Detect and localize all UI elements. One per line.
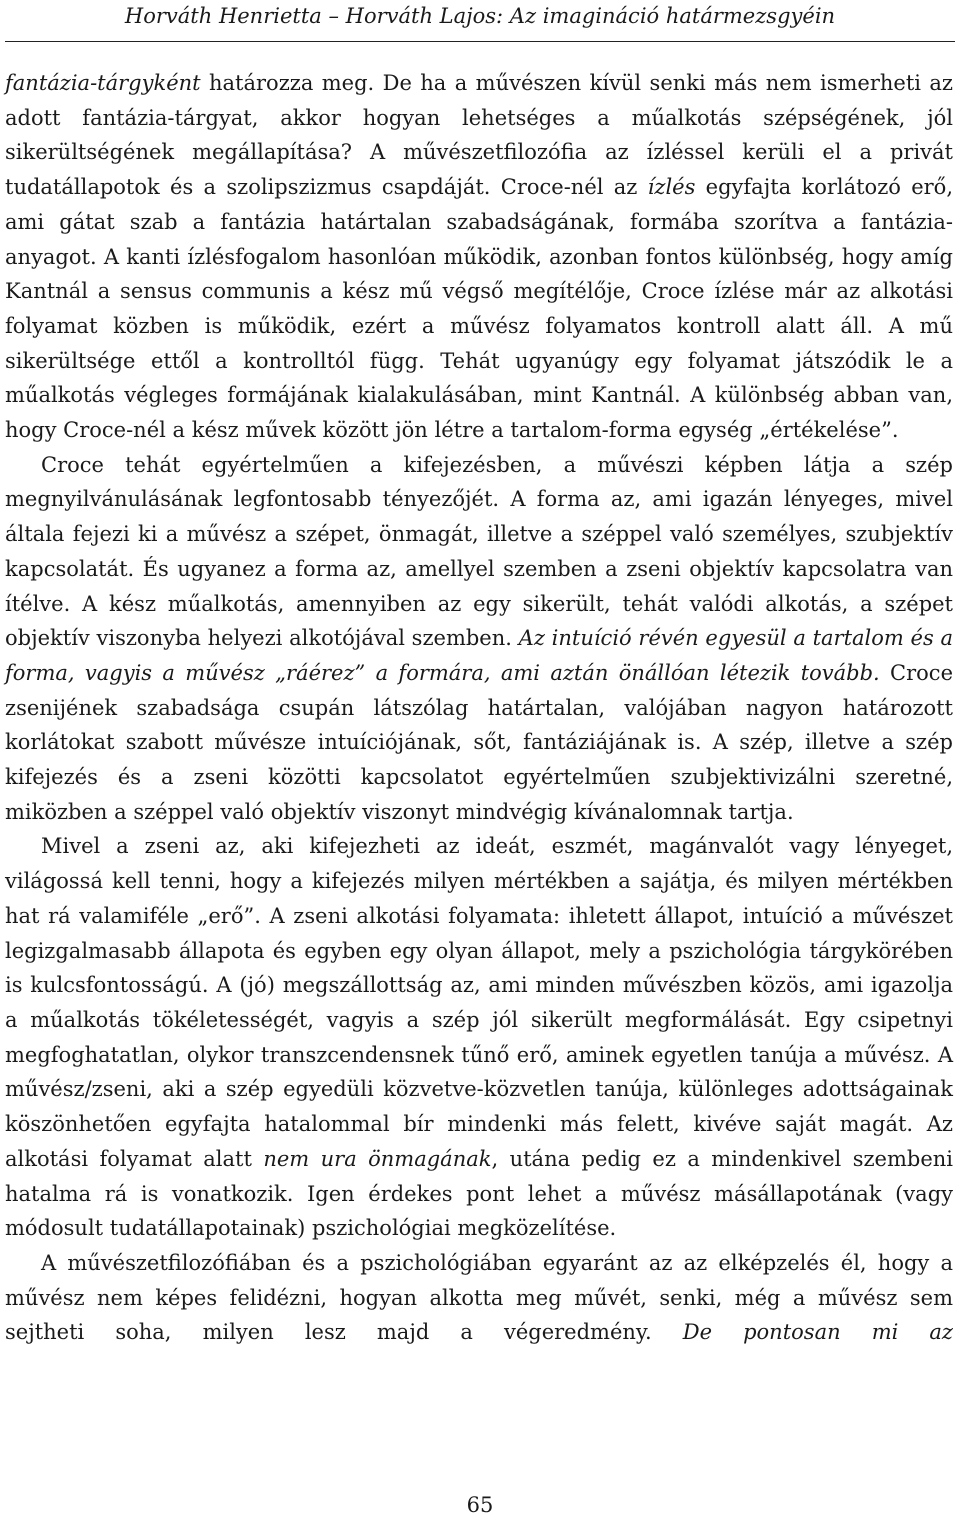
- text-run: egyfajta korlátozó erő, ami gátat szab a fantázia határtalan szabadságának, formába szorítva a fantázia-anyagot. A kanti ízlésfogalom hasonlóan működik, azonban fontos különbség, hogy amíg Kantnál a sensus communis a kész mű végső megítélője, Croce ízlése már az alkotási folyamat közben is működik, ezért a művész folyamatos kontroll alatt áll. A mű sikerültsége ettől a kontrolltól függ. Tehát ugyanúgy egy folyamat játszódik le a műalkotás végleges formájának kialakulásában, mint Kantnál. A különbség abban van, hogy Croce-nél a kész művek között jön létre a tartalom-forma egység „értékelése”.: [5, 175, 953, 443]
- paragraph: [5, 66, 953, 448]
- body-text: [5, 66, 953, 1350]
- text-run: határozza meg. De ha a művészen kívül senki más nem ismerheti az adott fantázia-tárgyat, akkor hogyan lehetséges a műalkotás szépségének, jól sikerültségének megállapítása? A művészetfilozófia az ízléssel kerüli el a privát tudatállapotok és a szolipszizmus csapdáját. Croce-nél az: [5, 71, 953, 200]
- header-rule: [5, 41, 955, 42]
- paragraph: [5, 448, 953, 830]
- text-run: Croce zsenijének szabadsága csupán látszólag határtalan, valójában nagyon határozott korlátokat szabott művésze intuíciójának, sőt, fantáziájának is. A szép, illetve a szép kifejezés és a zseni közötti kapcsolatot egyértelműen szubjektivizálni szeretné, miközben a széppel való objektív viszonyt mindvégig kívánalomnak tartja.: [5, 660, 953, 824]
- text-run: Mivel a zseni az, aki kifejezheti az ideát, eszmét, magánvalót vagy lényeget, világossá kell tenni, hogy a kifejezés milyen mértékben a sajátja, és milyen mértékben hat rá valamiféle „erő”. A zseni alkotási folyamata: ihletett állapot, intuíció a művészet legizgalmasabb állapota és egyben egy olyan állapot, mely a pszichológia tárgykörében is kulcsfontosságú. A (jó) megszállottság az, ami minden művészben közös, ami igazolja a műalkotás tökéletességét, vagyis a szép jól sikerült megformálását. Egy csipetnyi megfoghatatlan, olykor transzcendensnek tűnő erő, aminek egyetlen tanúja a művész. A művész/zseni, aki a szép egyedüli közvetve-közvetlen tanúja, különleges adottságainak köszönhetően egyfajta hatalommal bír mindenki más felett, kivéve saját magát. Az alkotási folyamat alatt: [5, 834, 953, 1171]
- italic-run: nem ura önmagának: [263, 1146, 492, 1171]
- page-number: 65: [466, 1493, 494, 1517]
- paragraph: [5, 829, 953, 1245]
- text-run: Croce tehát egyértelműen a kifejezésben, a művészi képben látja a szép megnyilvánulásának legfontosabb tényezőjét. A forma az, ami igazán lényeges, mivel általa fejezi ki a művész a szépet, önmagát, illetve a széppel való személyes, szubjektív kapcsolatát. És ugyanez a forma az, amellyel szemben a zseni objektív kapcsolatra van ítélve. A kész műalkotás, amennyiben az egy sikerült, tehát valódi alkotás, a szépet objektív viszonyba helyezi alkotójával szemben.: [5, 452, 953, 651]
- italic-run: ízlés: [647, 175, 696, 200]
- paragraph: [5, 1246, 953, 1350]
- text-run: A művészetfilozófiában és a pszichológiában egyaránt az az elképzelés él, hogy a művész nem képes felidézni, hogyan alkotta meg művét, senki, még a művész sem sejtheti soha, milyen lesz majd a végeredmény.: [5, 1250, 953, 1345]
- italic-run: Az intuíció révén egyesül a tartalom és a forma, vagyis a művész „ráérez” a formára, ami aztán önállóan létezik tovább.: [5, 626, 954, 685]
- italic-run: fantázia-tárgyként: [5, 71, 201, 95]
- text-run: , utána pedig ez a mindenkivel szembeni hatalma rá is vonatkozik. Igen érdekes pont lehet a művész másállapotának (vagy módosult tudatállapotainak) pszichológiai megközelítése.: [5, 1146, 953, 1241]
- running-head: Horváth Henrietta – Horváth Lajos: Az imagináció határmezsgyéin: [124, 4, 836, 28]
- italic-run: De pontosan mi az: [682, 1320, 953, 1345]
